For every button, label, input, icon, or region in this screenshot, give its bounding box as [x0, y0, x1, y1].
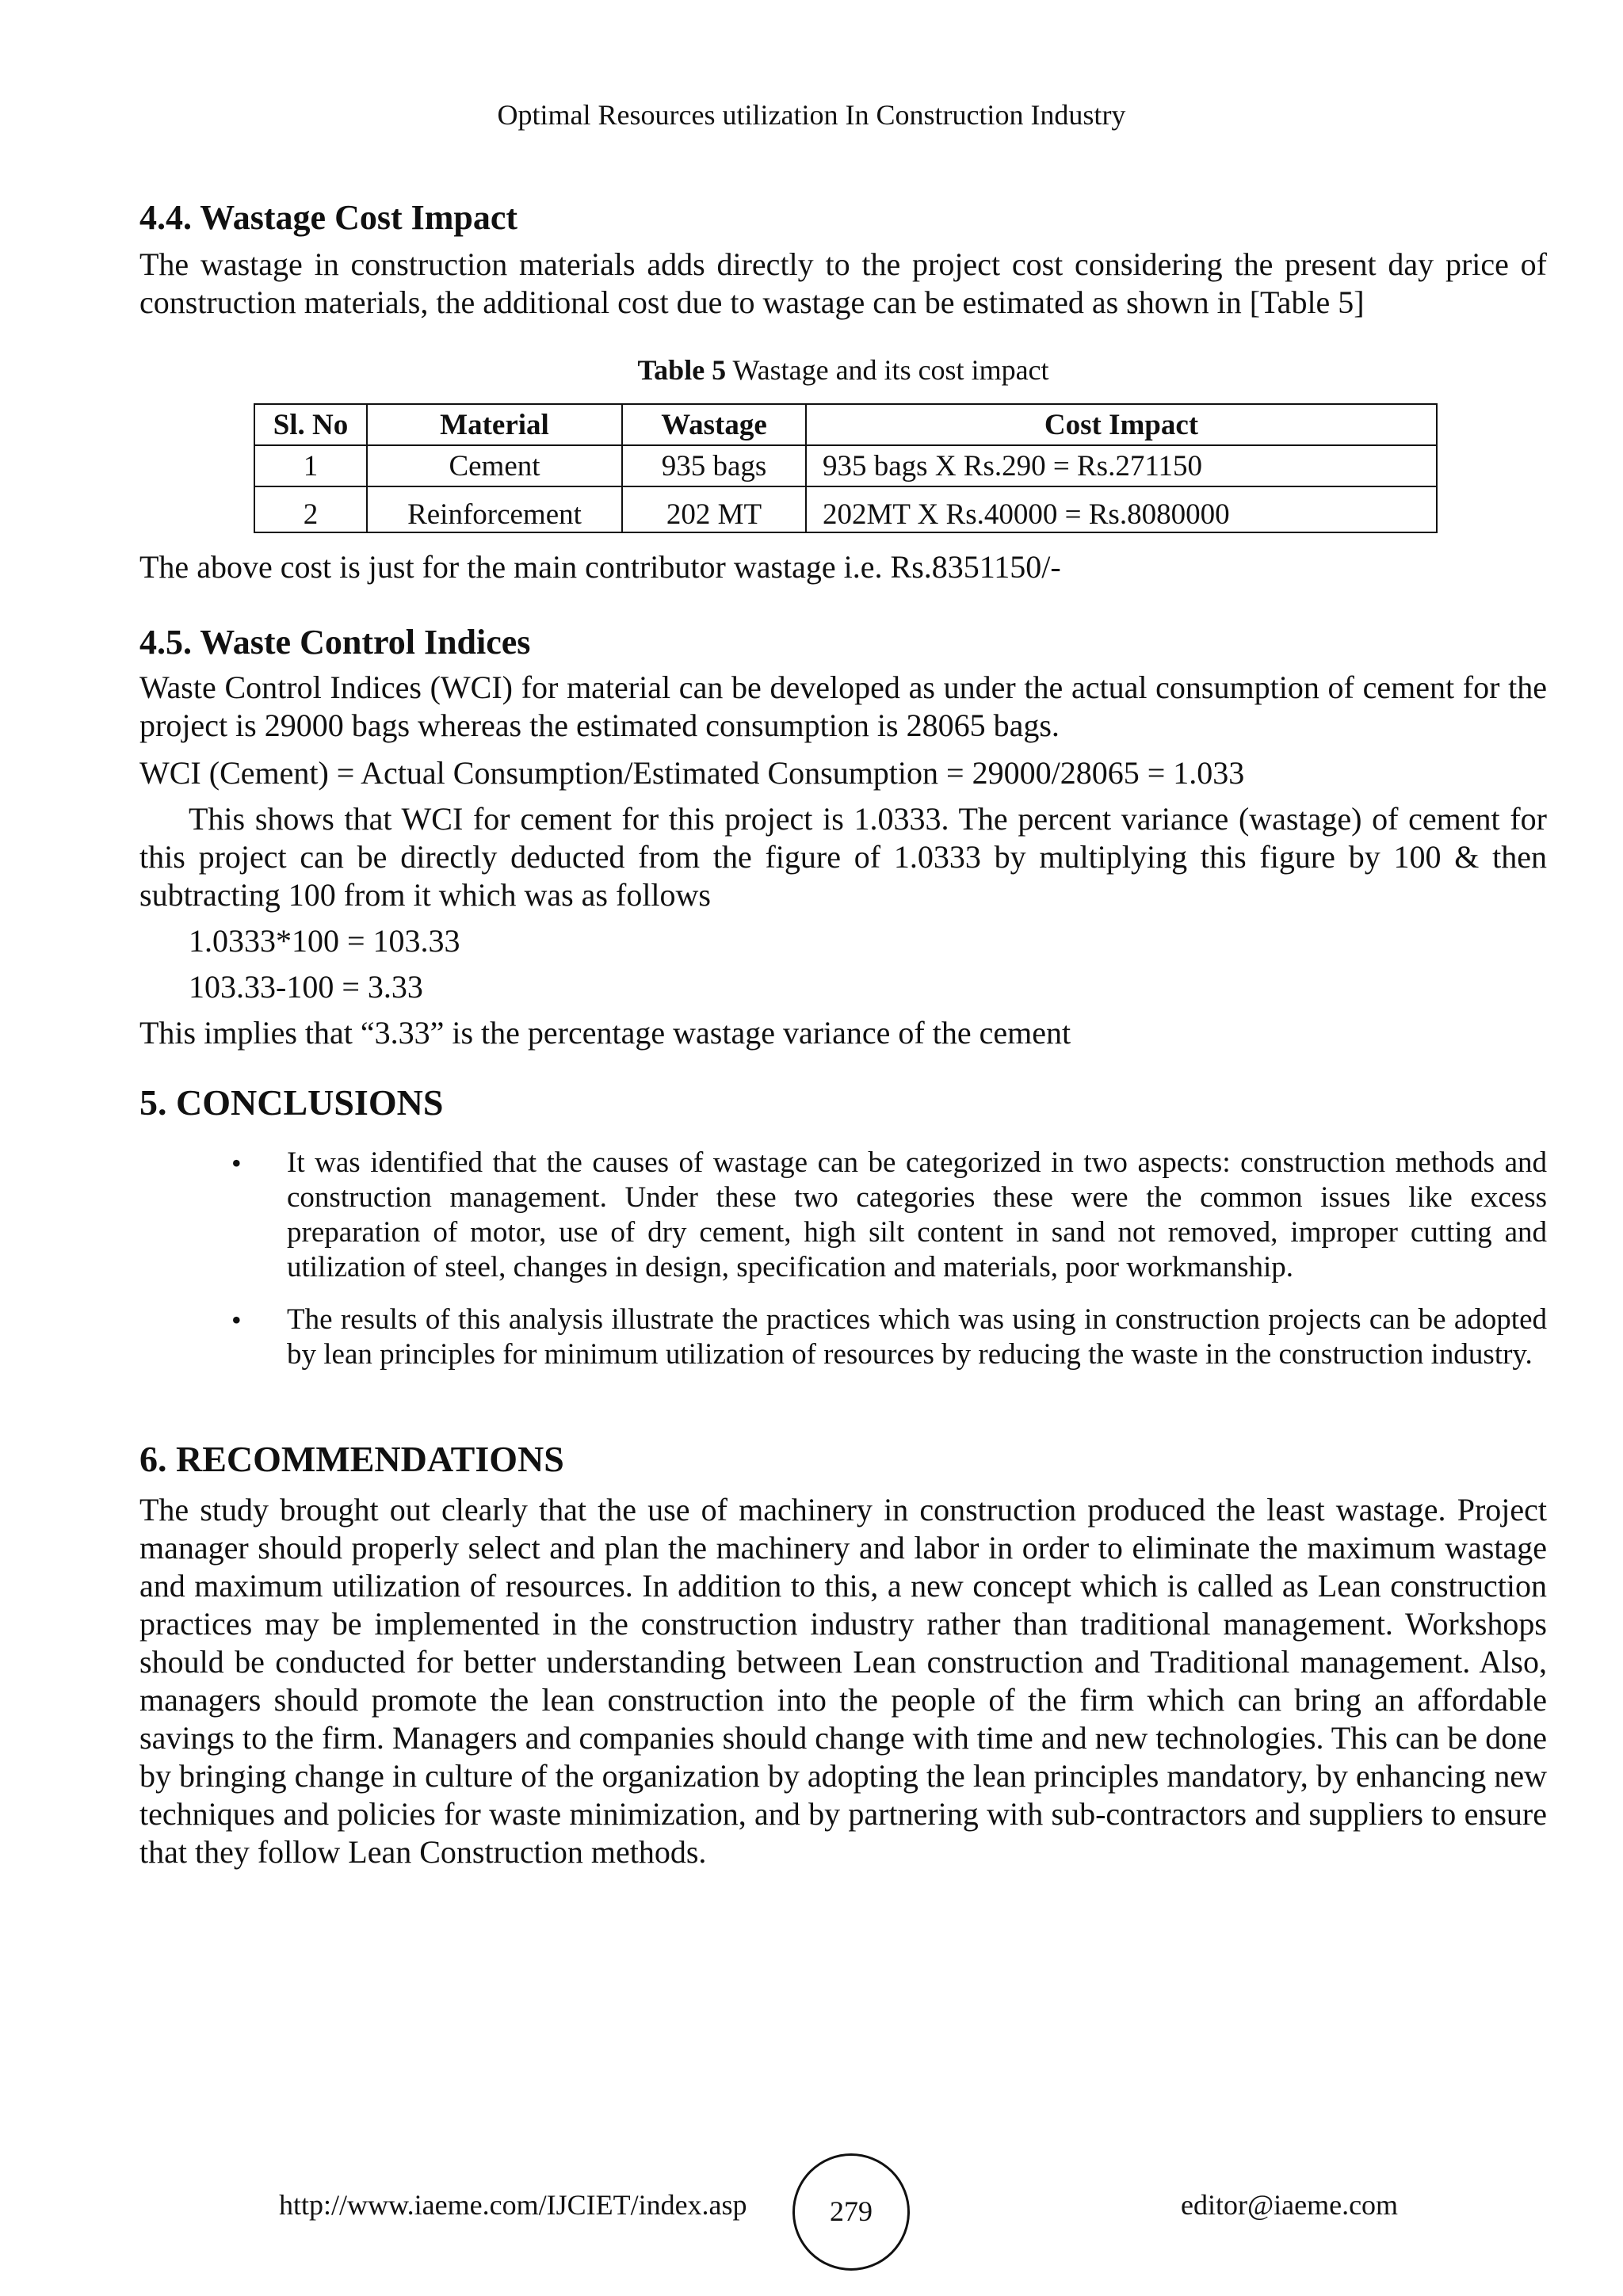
wci-conclusion: This implies that “3.33” is the percentage wastage variance of the cement: [139, 1015, 1071, 1051]
table-header-row: [254, 404, 1437, 445]
conclusions-list: [139, 1302, 1547, 1372]
wci-explanation: This shows that WCI for cement for this project is 1.0333. The percent variance (wastage) of cement for this project can be directly deducted from the figure of 1.0333 by multiplying this figure by 100 & then subtracting 100 from it which was as follows: [139, 801, 1547, 913]
section-4-4-heading: 4.4. Wastage Cost Impact: [139, 198, 518, 237]
list-item-text: It was identified that the causes of wastage can be categorized in two aspects: construction methods and construction management. Under these two categories these were the common issues like excess preparation of motor, use of dry cement, high silt content in sand not removed, improper cutting and utilization of steel, changes in design, specification and materials, poor workmanship.: [287, 1146, 1547, 1283]
after-table-text: The above cost is just for the main contributor wastage i.e. Rs.8351150/-: [139, 549, 1061, 585]
table-header-cell: Sl. No: [254, 404, 367, 445]
table-cell: 202MT X Rs.40000 = Rs.8080000: [806, 486, 1437, 532]
table-cell: 935 bags X Rs.290 = Rs.271150: [806, 445, 1437, 486]
table-cell: 202 MT: [622, 486, 806, 532]
table-cell: 1: [254, 445, 367, 486]
table-5-caption-label: Table 5: [637, 354, 727, 386]
table-row: [254, 445, 1437, 486]
calc-line-1: 1.0333*100 = 103.33: [189, 923, 460, 959]
table-5-caption-text: Wastage and its cost impact: [726, 354, 1049, 386]
section-5-heading: 5. CONCLUSIONS: [139, 1082, 444, 1123]
running-head: Optimal Resources utilization In Construction Industry: [497, 99, 1126, 131]
section-6-heading: 6. RECOMMENDATIONS: [139, 1439, 564, 1479]
table-header-cell: Cost Impact: [806, 404, 1437, 445]
page-footer: [0, 2153, 1623, 2272]
table-cell: Reinforcement: [367, 486, 622, 532]
bullet-icon: •: [231, 1147, 242, 1179]
list-item: [139, 1302, 1547, 1372]
table-cell: 2: [254, 486, 367, 532]
table-row: [254, 486, 1437, 532]
table-cell: 935 bags: [622, 445, 806, 486]
table-header-cell: Wastage: [622, 404, 806, 445]
table-cell: Cement: [367, 445, 622, 486]
list-item-text: The results of this analysis illustrate the practices which was using in construction projects can be adopted by lean principles for minimum utilization of resources by reducing the waste in the construction industry.: [287, 1303, 1547, 1371]
footer-email-link[interactable]: editor@iaeme.com: [1181, 2189, 1399, 2221]
page-number: 279: [792, 2153, 910, 2271]
section-4-4-paragraph: The wastage in construction materials adds directly to the project cost considering the present day price of construction materials, the additional cost due to wastage can be estimated as shown in [Table 5]: [139, 246, 1547, 320]
section-4-5-paragraph: Waste Control Indices (WCI) for material can be developed as under the actual consumption of cement for the project is 29000 bags whereas the estimated consumption is 28065 bags.: [139, 669, 1547, 743]
section-4-5-heading: 4.5. Waste Control Indices: [139, 623, 531, 662]
calc-line-2: 103.33-100 = 3.33: [189, 969, 423, 1005]
table-5-caption: [139, 353, 1547, 387]
table-header-cell: Material: [367, 404, 622, 445]
wci-formula: WCI (Cement) = Actual Consumption/Estimated Consumption = 29000/28065 = 1.033: [139, 755, 1245, 791]
section-6-paragraph: The study brought out clearly that the use of machinery in construction produced the least wastage. Project manager should properly select and plan the machinery and labor in order to eliminate the maximum wastage and maximum utilization of resources. In addition to this, a new concept which is called as Lean construction practices may be implemented in the construction industry rather than traditional management. Workshops should be conducted for better understanding between Lean construction and Traditional management. Also, managers should promote the lean construction into the people of the firm which can bring an affordable savings to the firm. Managers and companies should change with time and new technologies. This can be done by bringing change in culture of the organization by adopting the lean principles mandatory, by enhancing new techniques and policies for waste minimization, and by partnering with sub-contractors and suppliers to ensure that they follow Lean Construction methods.: [139, 1492, 1547, 1870]
footer-url-link[interactable]: http://www.iaeme.com/IJCIET/index.asp: [279, 2189, 747, 2221]
list-item: [139, 1146, 1547, 1285]
table-5: [254, 403, 1438, 533]
conclusions-list: [139, 1146, 1547, 1285]
bullet-icon: •: [231, 1304, 242, 1336]
